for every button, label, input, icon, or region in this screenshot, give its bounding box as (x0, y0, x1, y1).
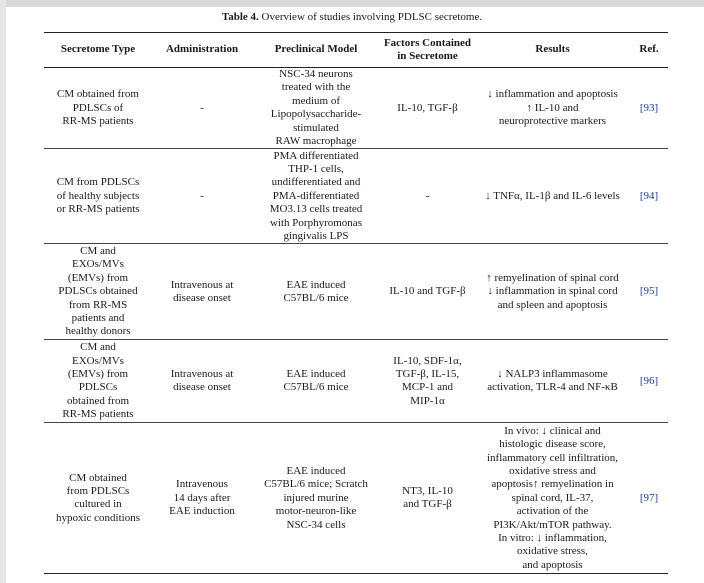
cell-secretome-type: CM obtained from PDLSCs cultured in hypoxic conditions (44, 423, 152, 574)
cell-preclinical-model: PMA differentiated THP-1 cells, undifferentiated and PMA-differentiated MO3.13 cells treated with Porphyromonas gingivalis LPS (252, 149, 380, 244)
table-row (44, 244, 668, 340)
table-row (44, 68, 668, 149)
cell-results: In vivo: ↓ clinical and histologic disease score, inflammatory cell infiltration, oxidative stress and apoptosis↑ remyelination in spinal cord, IL-37, activation of the PI3K/Akt/mTOR pathway. In vitro: ↓ inflammation, oxidative stress, and apoptosis (475, 423, 630, 574)
cell-factors: IL-10 and TGF-β (380, 244, 475, 340)
cell-results: ↓ NALP3 inflammasome activation, TLR-4 and NF-κB (475, 340, 630, 423)
cell-preclinical-model: EAE induced C57BL/6 mice; Scratch injured murine motor-neuron-like NSC-34 cells (252, 423, 380, 574)
cell-results: ↓ inflammation and apoptosis ↑ IL-10 and neuroprotective markers (475, 68, 630, 149)
ref-link[interactable]: [96] (630, 340, 668, 423)
ref-link[interactable]: [95] (630, 244, 668, 340)
cell-preclinical-model: NSC-34 neurons treated with the medium of Lipopolysaccharide- stimulated RAW macrophage (252, 68, 380, 149)
header-administration: Administration (152, 33, 252, 68)
cell-secretome-type: CM and EXOs/MVs (EMVs) from PDLSCs obtained from RR-MS patients (44, 340, 152, 423)
caption-text: Overview of studies involving PDLSC secretome. (261, 11, 483, 23)
ref-link[interactable]: [97] (630, 423, 668, 574)
cell-administration: - (152, 68, 252, 149)
ref-link[interactable]: [94] (630, 149, 668, 244)
cell-administration: Intravenous 14 days after EAE induction (152, 423, 252, 574)
table-caption (0, 11, 704, 23)
cell-factors: IL-10, SDF-1α, TGF-β, IL-15, MCP-1 and MIP-1α (380, 340, 475, 423)
cell-secretome-type: CM and EXOs/MVs (EMVs) from PDLSCs obtained from RR-MS patients and healthy donors (44, 244, 152, 340)
cell-results: ↑ remyelination of spinal cord ↓ inflammation in spinal cord and spleen and apoptosis (475, 244, 630, 340)
cell-administration: Intravenous at disease onset (152, 244, 252, 340)
window-left-edge (0, 0, 6, 583)
cell-factors: NT3, IL-10 and TGF-β (380, 423, 475, 574)
header-results: Results (475, 33, 630, 68)
window-top-edge (0, 0, 704, 7)
cell-factors: IL-10, TGF-β (380, 68, 475, 149)
table-row (44, 340, 668, 423)
cell-secretome-type: CM from PDLSCs of healthy subjects or RR-MS patients (44, 149, 152, 244)
cell-factors: - (380, 149, 475, 244)
caption-label: Table 4. (221, 11, 259, 23)
table-row (44, 423, 668, 574)
cell-administration: - (152, 149, 252, 244)
cell-secretome-type: CM obtained from PDLSCs of RR-MS patients (44, 68, 152, 149)
ref-link[interactable]: [93] (630, 68, 668, 149)
cell-results: ↓ TNFα, IL-1β and IL-6 levels (475, 149, 630, 244)
table-header-row (44, 33, 668, 68)
cell-administration: Intravenous at disease onset (152, 340, 252, 423)
cell-preclinical-model: EAE induced C57BL/6 mice (252, 244, 380, 340)
pdlsc-secretome-table (44, 32, 668, 574)
header-ref: Ref. (630, 33, 668, 68)
cell-preclinical-model: EAE induced C57BL/6 mice (252, 340, 380, 423)
header-secretome-type: Secretome Type (44, 33, 152, 68)
header-preclinical-model: Preclinical Model (252, 33, 380, 68)
header-factors: Factors Contained in Secretome (380, 33, 475, 68)
table-row (44, 149, 668, 244)
